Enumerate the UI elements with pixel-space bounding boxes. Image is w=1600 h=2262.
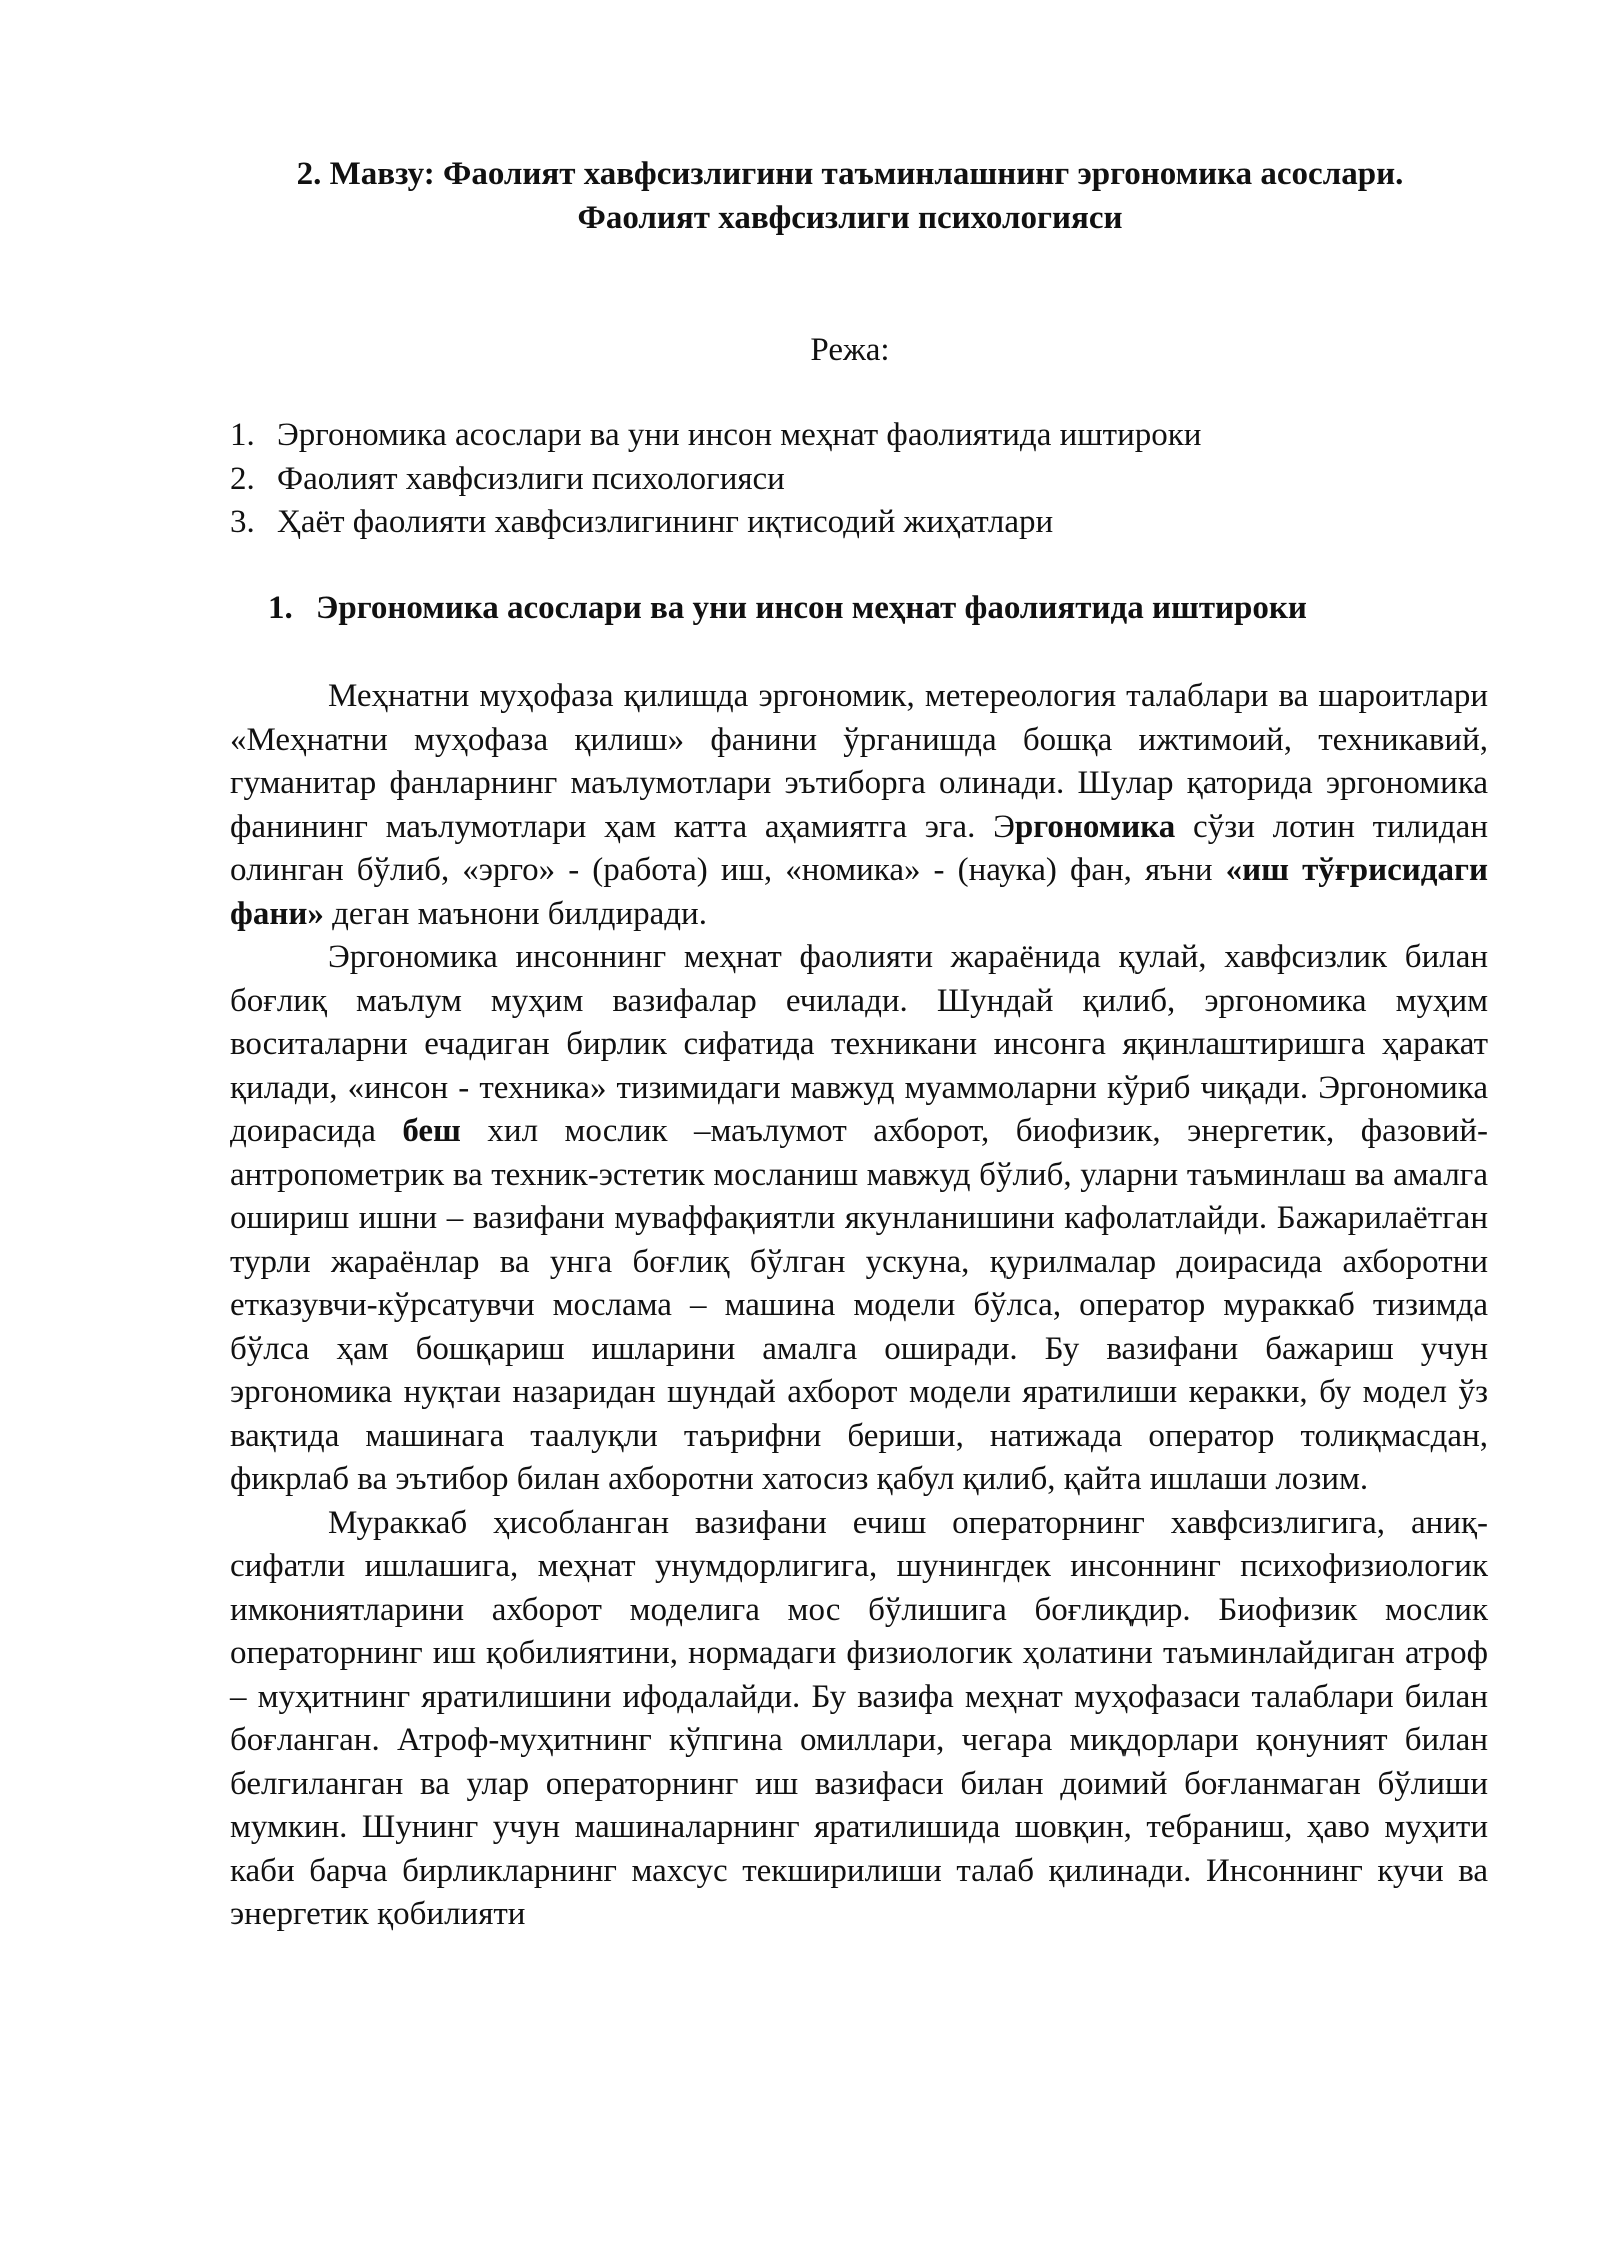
paragraph-2-part-1: Эргономика инсоннинг меҳнат фаолияти жараёнида қулай, хавфсизлик билан боғлиқ маълум муҳим вазифалар ечилади. Шундай қилиб, эргономика муҳим воситаларни ечадиган бирлик сифатида техникани инсонга яқинлаштиришга ҳаракат қилади, «инсон - техника» тизимидаги мавжуд муаммоларни кўриб чиқади. Эргономика доирасида [230,939,1488,1149]
plan-label: Режа: [810,332,890,368]
plan-item-text: Эргономика асослари ва уни инсон меҳнат фаолиятида иштироки [277,417,1202,453]
body-text [230,675,1488,1937]
section-heading [230,586,1490,630]
plan-list [230,414,1490,545]
paragraph-1-part-3: деган маънони билдиради. [323,895,707,932]
paragraph-1-bold-term: ргономика [1014,808,1176,845]
paragraph-2-bold-word: беш [402,1113,461,1149]
paragraph-1 [230,675,1488,936]
plan-item [230,414,1490,458]
section-heading-number: 1. [268,590,293,626]
title-line-2: Фаолият хавфсизлиги психологияси [577,200,1123,236]
plan-item-number: 1. [230,417,255,453]
paragraph-1-part-1: Меҳнатни муҳофаза қилишда эргономик, метереология талаблари ва шароитлари «Меҳнатни муҳофаза қилиш» фанини ўрганишда бошқа ижтимоий, техникавий, гуманитар фанларнинг маълумотлари эътиборга олинади. Шулар қаторида эргономика фанининг маълумотлари ҳам катта аҳамиятга эга. Э [230,678,1488,845]
paragraph-1-bold-phrase: «иш тўғрисидаги фани» [230,852,1488,932]
plan-item-number: 2. [230,460,255,497]
plan-item-text: Ҳаёт фаолияти хавфсизлигининг иқтисодий жиҳатлари [277,504,1054,540]
plan-item [230,458,1490,502]
plan-item-text: Фаолият хавфсизлиги психологияси [277,460,785,497]
plan-item [230,501,1490,545]
paragraph-3: Мураккаб ҳисобланган вазифани ечиш операторнинг хавфсизлигига, аниқ-сифатли ишлашига, меҳнат унумдорлигига, шунингдек инсоннинг психофизиологик имкониятларини ахборот моделига мос бўлишига боғлиқдир. Биофизик мослик операторнинг иш қобилиятини, нормадаги физиологик ҳолатини таъминлайдиган атроф – муҳитнинг яратилишини ифодалайди. Бу вазифа меҳнат муҳофазаси талаблари билан боғланган. Атроф-муҳитнинг кўпгина омиллари, чегара миқдорлари қонуният билан белгиланган ва улар операторнинг иш вазифаси билан доимий боғланмаган бўлиши мумкин. Шунинг учун машиналарнинг яратилишида шовқин, тебраниш, ҳаво муҳити каби барча бирликларнинг махсус текширилиши талаб қилинади. Инсоннинг кучи ва энергетик қобилияти [230,1504,1488,1932]
document-title [230,152,1470,240]
title-line-1: 2. Мавзу: Фаолият хавфсизлигини таъминлашнинг эргономика асослари. [296,156,1404,192]
plan-item-number: 3. [230,504,255,540]
paragraph-2-part-2: хил мослик –маълумот ахборот, биофизик, энергетик, фазовий-антропометрик ва техник-эстетик мосланиш мавжуд бўлиб, уларни таъминлаш ва амалга ошириш ишни – вазифани муваффақиятли якунланишини кафолатлайди. Бажарилаётган турли жараёнлар ва унга боғлиқ бўлган ускуна, қурилмалар доирасида ахборотни етказувчи-кўрсатувчи мослама – машина модели бўлса, оператор мураккаб тизимда бўлса ҳам бошқариш ишларини амалга оширади. Бу вазифани бажариш учун эргономика нуқтаи назаридан шундай ахборот модели яратилиши керакки, бу модел ўз вақтида машинага таалуқли таърифни бериши, натижада оператор толиқмасдан, фикрлаб ва эътибор билан ахборотни хатосиз қабул қилиб, қайта ишлаши лозим. [230,1113,1489,1497]
section-heading-text: Эргономика асослари ва уни инсон меҳнат фаолиятида иштироки [316,590,1307,626]
paragraph-2 [230,936,1488,1502]
paragraph-1-part-2: сўзи лотин тилидан олинган бўлиб, «эрго» - (работа) иш, «номика» - (наука) фан, яъни [230,808,1488,888]
